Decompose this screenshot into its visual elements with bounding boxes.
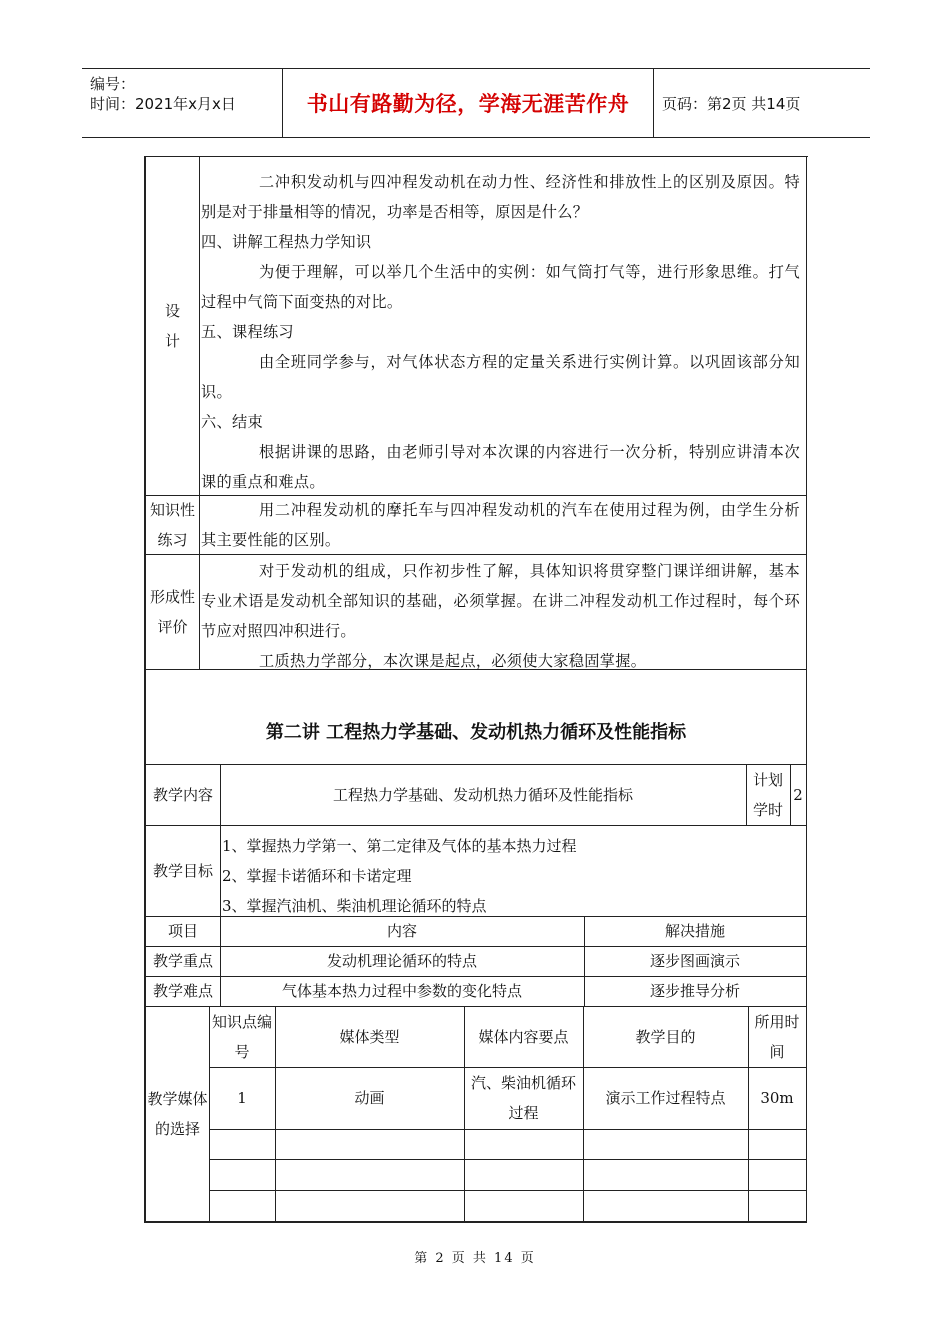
- page-header: [82, 68, 870, 138]
- teaching-goals-label: 教学目标: [144, 825, 221, 917]
- difficulty-row-content: 气体基本热力过程中参数的变化特点: [220, 976, 585, 1007]
- planned-hours-label-2: 学时: [752, 800, 783, 819]
- design-label-cell: [144, 156, 200, 496]
- evaluation-label-2: 评价: [157, 617, 188, 636]
- practice-label-2: 练习: [157, 530, 188, 549]
- design-content-cell: [199, 156, 807, 496]
- media-header-id-1: 知识点编: [211, 1012, 272, 1031]
- design-label-2: 计: [164, 332, 180, 350]
- teaching-goal-item: 3、掌握汽油机、柴油机理论循环的特点: [222, 897, 487, 915]
- teaching-content-value: 工程热力学基础、发动机热力循环及性能指标: [220, 764, 747, 826]
- media-row-id: 1: [209, 1067, 276, 1130]
- evaluation-paragraph-1: 对于发动机的组成，只作初步性了解，具体知识将贯穿整门课详细讲解，基本专业术语是发动机全部知识的基础，必须掌握。在讲二冲程发动机工作过程时，每个环节应对照四冲积进行。: [201, 562, 800, 640]
- media-empty-cell: [583, 1159, 749, 1191]
- design-paragraph-2: 为便于理解，可以举几个生活中的实例：如气筒打气等，进行形象思维。打气过程中气筒下面变热的对比。: [201, 263, 800, 311]
- design-paragraph-1: 二冲积发动机与四冲程发动机在动力性、经济性和排放性上的区别及原因。特别是对于排量相等的情况，功率是否相等，原因是什么？: [201, 173, 800, 221]
- key-row-label: 教学重点: [144, 946, 221, 977]
- key-header-content: 内容: [220, 916, 585, 947]
- lecture-title-block: [144, 669, 807, 765]
- header-motto: 书山有路勤为径，学海无涯苦作舟: [282, 69, 654, 137]
- teaching-content-label: 教学内容: [144, 764, 221, 826]
- media-label-1: 教学媒体: [147, 1089, 208, 1108]
- media-empty-cell: [275, 1129, 465, 1160]
- page-footer: 第 2 页 共 14 页: [414, 1251, 536, 1266]
- media-row-points-2: 过程: [508, 1104, 539, 1122]
- media-header-id-2: 号: [234, 1042, 250, 1061]
- media-header-points: 媒体内容要点: [464, 1006, 584, 1068]
- media-empty-cell: [583, 1129, 749, 1160]
- key-row-content: 发动机理论循环的特点: [220, 946, 585, 977]
- media-row-time: 30m: [748, 1067, 807, 1130]
- design-heading-4: 四、讲解工程热力学知识: [201, 233, 372, 251]
- header-page-label: 页码：第2页 共14页: [662, 95, 801, 113]
- evaluation-label-cell: [144, 554, 200, 670]
- media-empty-cell: [748, 1159, 807, 1191]
- media-row-type: 动画: [275, 1067, 465, 1130]
- media-label-cell: [144, 1006, 210, 1223]
- teaching-goal-item: 1、掌握热力学第一、第二定律及气体的基本热力过程: [222, 837, 577, 855]
- media-header-time-1: 所用时: [754, 1012, 800, 1031]
- design-paragraph-4: 根据讲课的思路，由老师引导对本次课的内容进行一次分析，特别应讲清本次课的重点和难点。: [201, 443, 800, 491]
- media-empty-cell: [464, 1159, 584, 1191]
- media-empty-cell: [464, 1129, 584, 1160]
- practice-label-1: 知识性: [149, 500, 195, 519]
- media-row-points-1: 汽、柴油机循环: [470, 1074, 576, 1092]
- media-empty-cell: [583, 1190, 749, 1223]
- media-header-time: [748, 1006, 807, 1068]
- media-empty-cell: [748, 1129, 807, 1160]
- difficulty-row-label: 教学难点: [144, 976, 221, 1007]
- evaluation-paragraph-2: 工质热力学部分，本次课是起点，必须使大家稳固掌握。: [259, 652, 647, 670]
- practice-content-cell: [199, 495, 807, 555]
- media-empty-cell: [275, 1159, 465, 1191]
- media-header-id: [209, 1006, 276, 1068]
- key-header-item: 项目: [144, 916, 221, 947]
- header-meta: [82, 69, 282, 137]
- media-label-2: 的选择: [154, 1119, 200, 1138]
- media-empty-cell: [464, 1190, 584, 1223]
- date-label: 时间：2021年x月x日: [90, 95, 236, 113]
- design-heading-6: 六、结束: [201, 413, 263, 431]
- media-empty-cell: [748, 1190, 807, 1223]
- design-heading-5: 五、课程练习: [201, 323, 294, 341]
- media-empty-cell: [209, 1159, 276, 1191]
- practice-label-cell: [144, 495, 200, 555]
- planned-hours-label: [746, 764, 791, 826]
- design-label-1: 设: [164, 302, 180, 320]
- media-empty-cell: [209, 1190, 276, 1223]
- practice-text: 用二冲程发动机的摩托车与四冲程发动机的汽车在使用过程为例，由学生分析其主要性能的区别。: [201, 501, 800, 549]
- media-header-type: 媒体类型: [275, 1006, 465, 1068]
- teaching-goals-list: [220, 825, 807, 917]
- planned-hours-value: 2: [790, 764, 807, 826]
- difficulty-row-measure: 逐步推导分析: [584, 976, 807, 1007]
- media-row-points: [464, 1067, 584, 1130]
- media-header-time-2: 间: [769, 1042, 785, 1061]
- media-empty-cell: [275, 1190, 465, 1223]
- key-header-measure: 解决措施: [584, 916, 807, 947]
- key-row-measure: 逐步图画演示: [584, 946, 807, 977]
- evaluation-label-1: 形成性: [149, 587, 195, 606]
- media-header-purpose: 教学目的: [583, 1006, 749, 1068]
- number-label: 编号：: [90, 75, 136, 93]
- teaching-goal-item: 2、掌握卡诺循环和卡诺定理: [222, 867, 412, 885]
- media-empty-cell: [209, 1129, 276, 1160]
- planned-hours-label-1: 计划: [752, 770, 783, 789]
- evaluation-content-cell: [199, 554, 807, 670]
- design-paragraph-3: 由全班同学参与，对气体状态方程的定量关系进行实例计算。以巩固该部分知识。: [201, 353, 800, 401]
- lecture-title: 第二讲 工程热力学基础、发动机热力循环及性能指标: [265, 722, 687, 743]
- media-row-purpose: 演示工作过程特点: [583, 1067, 749, 1130]
